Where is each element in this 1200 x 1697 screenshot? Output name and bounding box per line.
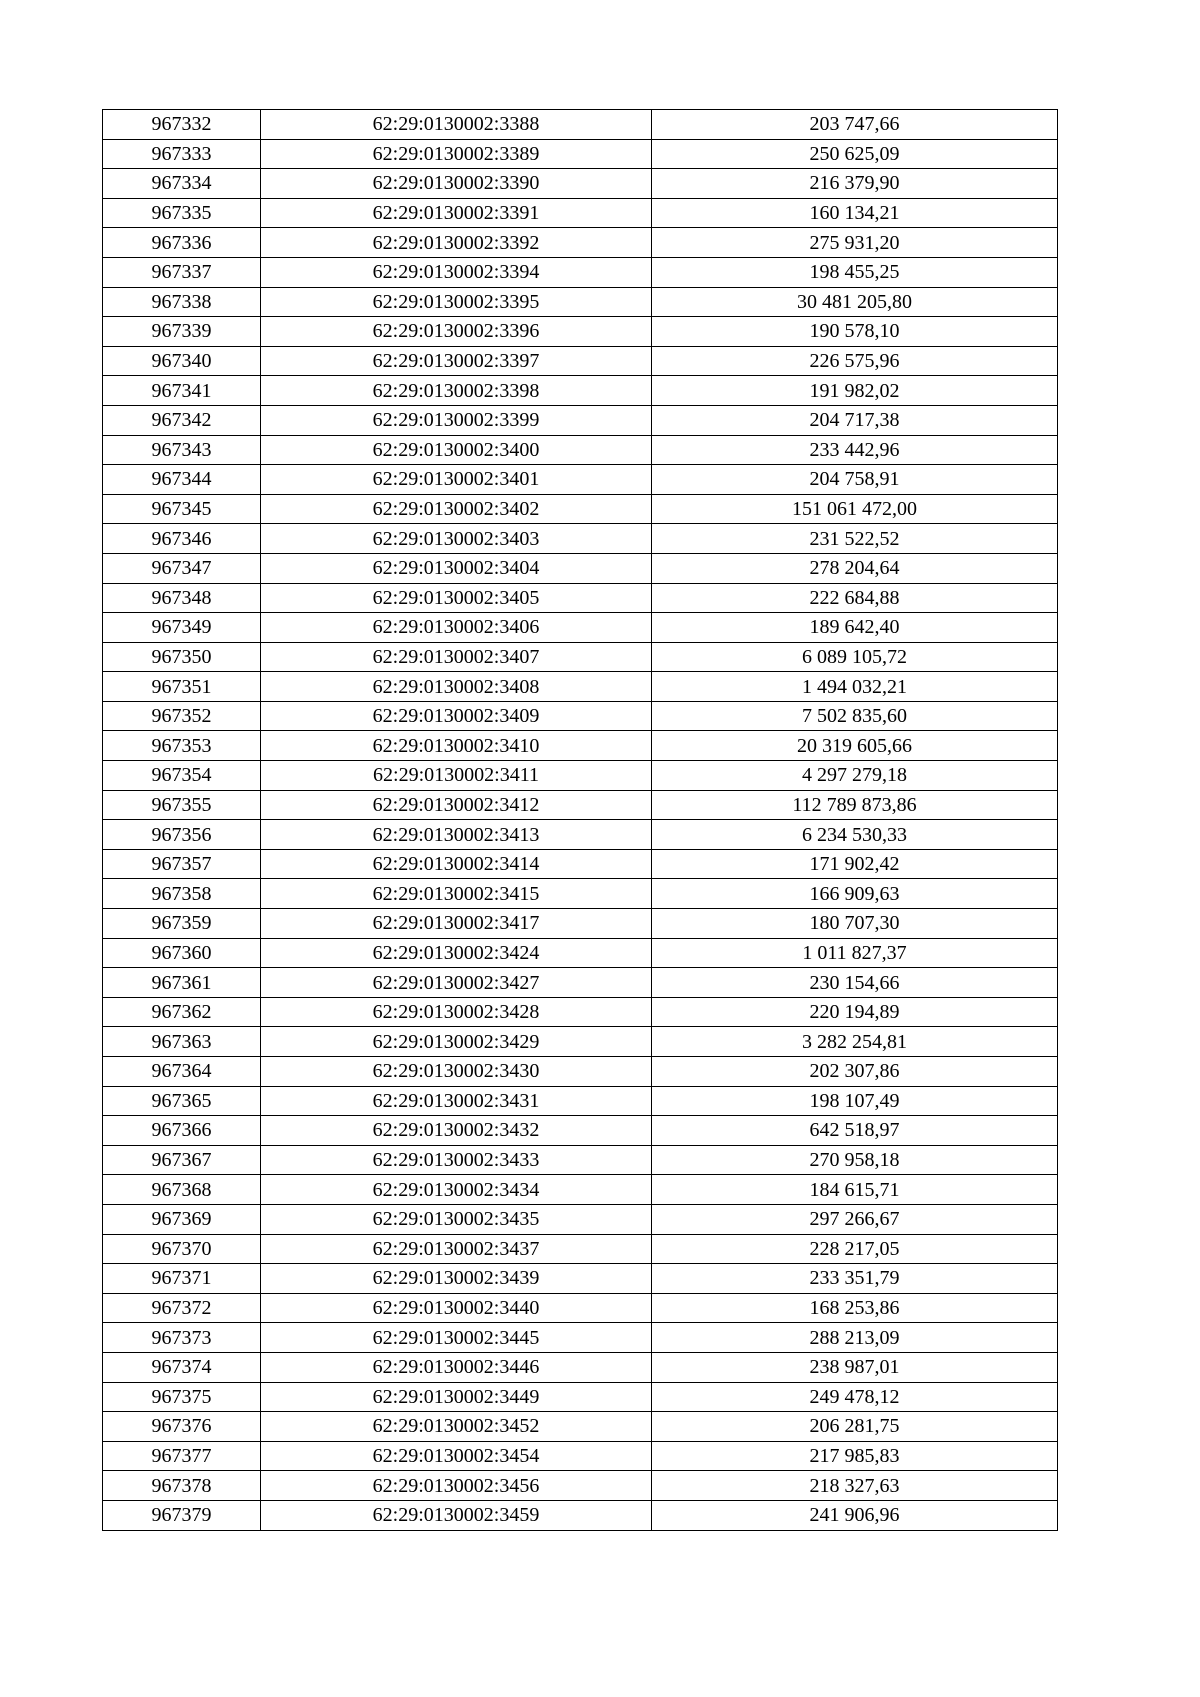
row-number-cell: 967333	[103, 139, 261, 169]
cadastral-value-cell: 238 987,01	[652, 1352, 1058, 1382]
row-number-cell: 967348	[103, 583, 261, 613]
table-row	[103, 997, 1058, 1027]
row-number-cell: 967346	[103, 524, 261, 554]
row-number-cell: 967345	[103, 494, 261, 524]
cadastral-value-cell: 228 217,05	[652, 1234, 1058, 1264]
table-row	[103, 1086, 1058, 1116]
row-number-cell: 967376	[103, 1412, 261, 1442]
cadastral-value-cell: 180 707,30	[652, 909, 1058, 939]
cadastral-value-cell: 1 494 032,21	[652, 672, 1058, 702]
row-number-cell: 967369	[103, 1204, 261, 1234]
row-number-cell: 967378	[103, 1471, 261, 1501]
cadastral-number-cell: 62:29:0130002:3410	[261, 731, 652, 761]
cadastral-number-cell: 62:29:0130002:3411	[261, 761, 652, 791]
cadastral-value-cell: 220 194,89	[652, 997, 1058, 1027]
row-number-cell: 967373	[103, 1323, 261, 1353]
cadastral-value-cell: 278 204,64	[652, 553, 1058, 583]
table-row	[103, 879, 1058, 909]
row-number-cell: 967353	[103, 731, 261, 761]
row-number-cell: 967370	[103, 1234, 261, 1264]
row-number-cell: 967340	[103, 346, 261, 376]
table-row	[103, 642, 1058, 672]
cadastral-number-cell: 62:29:0130002:3430	[261, 1057, 652, 1087]
table-row	[103, 110, 1058, 140]
row-number-cell: 967374	[103, 1352, 261, 1382]
cadastral-number-cell: 62:29:0130002:3398	[261, 376, 652, 406]
table-row	[103, 346, 1058, 376]
table-row	[103, 583, 1058, 613]
row-number-cell: 967366	[103, 1116, 261, 1146]
row-number-cell: 967334	[103, 169, 261, 199]
cadastral-number-cell: 62:29:0130002:3437	[261, 1234, 652, 1264]
cadastral-value-cell: 6 089 105,72	[652, 642, 1058, 672]
row-number-cell: 967339	[103, 317, 261, 347]
cadastral-number-cell: 62:29:0130002:3397	[261, 346, 652, 376]
cadastral-value-cell: 230 154,66	[652, 968, 1058, 998]
table-row	[103, 494, 1058, 524]
cadastral-value-cell: 198 107,49	[652, 1086, 1058, 1116]
cadastral-value-cell: 642 518,97	[652, 1116, 1058, 1146]
row-number-cell: 967341	[103, 376, 261, 406]
table-row	[103, 731, 1058, 761]
cadastral-number-cell: 62:29:0130002:3424	[261, 938, 652, 968]
cadastral-number-cell: 62:29:0130002:3435	[261, 1204, 652, 1234]
cadastral-value-cell: 275 931,20	[652, 228, 1058, 258]
table-row	[103, 1441, 1058, 1471]
cadastral-value-cell: 222 684,88	[652, 583, 1058, 613]
cadastral-value-cell: 203 747,66	[652, 110, 1058, 140]
table-row	[103, 1352, 1058, 1382]
cadastral-value-cell: 166 909,63	[652, 879, 1058, 909]
cadastral-value-cell: 191 982,02	[652, 376, 1058, 406]
cadastral-value-cell: 202 307,86	[652, 1057, 1058, 1087]
cadastral-value-cell: 184 615,71	[652, 1175, 1058, 1205]
table-row	[103, 1175, 1058, 1205]
table-row	[103, 1204, 1058, 1234]
cadastral-value-cell: 4 297 279,18	[652, 761, 1058, 791]
cadastral-number-cell: 62:29:0130002:3388	[261, 110, 652, 140]
row-number-cell: 967351	[103, 672, 261, 702]
cadastral-value-cell: 168 253,86	[652, 1293, 1058, 1323]
cadastral-value-cell: 218 327,63	[652, 1471, 1058, 1501]
cadastral-value-cell: 198 455,25	[652, 257, 1058, 287]
table-row	[103, 1412, 1058, 1442]
table-row	[103, 524, 1058, 554]
table-row	[103, 672, 1058, 702]
cadastral-value-cell: 171 902,42	[652, 849, 1058, 879]
table-row	[103, 613, 1058, 643]
cadastral-number-cell: 62:29:0130002:3394	[261, 257, 652, 287]
cadastral-number-cell: 62:29:0130002:3412	[261, 790, 652, 820]
table-row	[103, 790, 1058, 820]
cadastral-value-cell: 233 442,96	[652, 435, 1058, 465]
row-number-cell: 967355	[103, 790, 261, 820]
row-number-cell: 967368	[103, 1175, 261, 1205]
cadastral-number-cell: 62:29:0130002:3404	[261, 553, 652, 583]
row-number-cell: 967349	[103, 613, 261, 643]
cadastral-number-cell: 62:29:0130002:3405	[261, 583, 652, 613]
cadastral-value-cell: 288 213,09	[652, 1323, 1058, 1353]
row-number-cell: 967356	[103, 820, 261, 850]
table-row	[103, 938, 1058, 968]
cadastral-value-cell: 206 281,75	[652, 1412, 1058, 1442]
row-number-cell: 967354	[103, 761, 261, 791]
cadastral-value-cell: 204 717,38	[652, 405, 1058, 435]
cadastral-number-cell: 62:29:0130002:3413	[261, 820, 652, 850]
cadastral-number-cell: 62:29:0130002:3459	[261, 1500, 652, 1530]
cadastral-number-cell: 62:29:0130002:3449	[261, 1382, 652, 1412]
cadastral-number-cell: 62:29:0130002:3429	[261, 1027, 652, 1057]
table-row	[103, 1323, 1058, 1353]
row-number-cell: 967377	[103, 1441, 261, 1471]
cadastral-number-cell: 62:29:0130002:3403	[261, 524, 652, 554]
cadastral-number-cell: 62:29:0130002:3440	[261, 1293, 652, 1323]
table-row	[103, 405, 1058, 435]
cadastral-number-cell: 62:29:0130002:3439	[261, 1264, 652, 1294]
row-number-cell: 967367	[103, 1145, 261, 1175]
row-number-cell: 967337	[103, 257, 261, 287]
row-number-cell: 967352	[103, 701, 261, 731]
cadastral-value-cell: 297 266,67	[652, 1204, 1058, 1234]
row-number-cell: 967344	[103, 465, 261, 495]
table-row	[103, 909, 1058, 939]
row-number-cell: 967363	[103, 1027, 261, 1057]
cadastral-number-cell: 62:29:0130002:3432	[261, 1116, 652, 1146]
table-row	[103, 1116, 1058, 1146]
cadastral-number-cell: 62:29:0130002:3428	[261, 997, 652, 1027]
cadastral-number-cell: 62:29:0130002:3454	[261, 1441, 652, 1471]
cadastral-value-cell: 204 758,91	[652, 465, 1058, 495]
row-number-cell: 967336	[103, 228, 261, 258]
table-row	[103, 1293, 1058, 1323]
cadastral-number-cell: 62:29:0130002:3446	[261, 1352, 652, 1382]
row-number-cell: 967375	[103, 1382, 261, 1412]
table-row	[103, 1500, 1058, 1530]
cadastral-value-cell: 30 481 205,80	[652, 287, 1058, 317]
table-row	[103, 849, 1058, 879]
cadastral-number-cell: 62:29:0130002:3415	[261, 879, 652, 909]
row-number-cell: 967362	[103, 997, 261, 1027]
row-number-cell: 967358	[103, 879, 261, 909]
cadastral-number-cell: 62:29:0130002:3399	[261, 405, 652, 435]
table-row	[103, 761, 1058, 791]
cadastral-value-cell: 189 642,40	[652, 613, 1058, 643]
table-row	[103, 139, 1058, 169]
cadastral-number-cell: 62:29:0130002:3456	[261, 1471, 652, 1501]
table-row	[103, 968, 1058, 998]
cadastral-value-cell: 1 011 827,37	[652, 938, 1058, 968]
cadastral-value-cell: 231 522,52	[652, 524, 1058, 554]
cadastral-number-cell: 62:29:0130002:3395	[261, 287, 652, 317]
row-number-cell: 967361	[103, 968, 261, 998]
table-row	[103, 701, 1058, 731]
table-row	[103, 257, 1058, 287]
cadastral-number-cell: 62:29:0130002:3414	[261, 849, 652, 879]
cadastral-value-cell: 151 061 472,00	[652, 494, 1058, 524]
row-number-cell: 967342	[103, 405, 261, 435]
table-row	[103, 820, 1058, 850]
cadastral-value-cell: 6 234 530,33	[652, 820, 1058, 850]
cadastral-number-cell: 62:29:0130002:3452	[261, 1412, 652, 1442]
cadastral-value-cell: 216 379,90	[652, 169, 1058, 199]
row-number-cell: 967332	[103, 110, 261, 140]
table-row	[103, 1382, 1058, 1412]
table-body	[103, 110, 1058, 1531]
cadastral-value-cell: 270 958,18	[652, 1145, 1058, 1175]
table-row	[103, 376, 1058, 406]
cadastral-number-cell: 62:29:0130002:3427	[261, 968, 652, 998]
table-row	[103, 1234, 1058, 1264]
row-number-cell: 967338	[103, 287, 261, 317]
cadastral-number-cell: 62:29:0130002:3396	[261, 317, 652, 347]
cadastral-value-cell: 249 478,12	[652, 1382, 1058, 1412]
table-row	[103, 317, 1058, 347]
row-number-cell: 967343	[103, 435, 261, 465]
row-number-cell: 967360	[103, 938, 261, 968]
cadastral-value-cell: 3 282 254,81	[652, 1027, 1058, 1057]
row-number-cell: 967347	[103, 553, 261, 583]
cadastral-number-cell: 62:29:0130002:3445	[261, 1323, 652, 1353]
table-row	[103, 287, 1058, 317]
row-number-cell: 967372	[103, 1293, 261, 1323]
row-number-cell: 967365	[103, 1086, 261, 1116]
cadastral-number-cell: 62:29:0130002:3406	[261, 613, 652, 643]
cadastral-value-cell: 160 134,21	[652, 198, 1058, 228]
row-number-cell: 967371	[103, 1264, 261, 1294]
cadastral-value-table	[102, 109, 1058, 1531]
row-number-cell: 967357	[103, 849, 261, 879]
cadastral-value-cell: 20 319 605,66	[652, 731, 1058, 761]
table-row	[103, 228, 1058, 258]
cadastral-value-cell: 7 502 835,60	[652, 701, 1058, 731]
cadastral-number-cell: 62:29:0130002:3409	[261, 701, 652, 731]
cadastral-number-cell: 62:29:0130002:3390	[261, 169, 652, 199]
cadastral-number-cell: 62:29:0130002:3433	[261, 1145, 652, 1175]
row-number-cell: 967359	[103, 909, 261, 939]
cadastral-value-cell: 226 575,96	[652, 346, 1058, 376]
row-number-cell: 967379	[103, 1500, 261, 1530]
table-row	[103, 1264, 1058, 1294]
cadastral-number-cell: 62:29:0130002:3407	[261, 642, 652, 672]
table-row	[103, 169, 1058, 199]
cadastral-number-cell: 62:29:0130002:3402	[261, 494, 652, 524]
cadastral-number-cell: 62:29:0130002:3400	[261, 435, 652, 465]
table-row	[103, 465, 1058, 495]
cadastral-value-cell: 233 351,79	[652, 1264, 1058, 1294]
cadastral-number-cell: 62:29:0130002:3401	[261, 465, 652, 495]
cadastral-number-cell: 62:29:0130002:3417	[261, 909, 652, 939]
table-row	[103, 1057, 1058, 1087]
cadastral-value-cell: 250 625,09	[652, 139, 1058, 169]
table-row	[103, 198, 1058, 228]
cadastral-number-cell: 62:29:0130002:3408	[261, 672, 652, 702]
row-number-cell: 967364	[103, 1057, 261, 1087]
table-row	[103, 553, 1058, 583]
table-row	[103, 1471, 1058, 1501]
row-number-cell: 967350	[103, 642, 261, 672]
row-number-cell: 967335	[103, 198, 261, 228]
cadastral-value-cell: 190 578,10	[652, 317, 1058, 347]
cadastral-value-cell: 241 906,96	[652, 1500, 1058, 1530]
table-row	[103, 1145, 1058, 1175]
cadastral-number-cell: 62:29:0130002:3434	[261, 1175, 652, 1205]
cadastral-number-cell: 62:29:0130002:3389	[261, 139, 652, 169]
table-row	[103, 1027, 1058, 1057]
cadastral-value-cell: 217 985,83	[652, 1441, 1058, 1471]
cadastral-number-cell: 62:29:0130002:3392	[261, 228, 652, 258]
cadastral-value-cell: 112 789 873,86	[652, 790, 1058, 820]
table-row	[103, 435, 1058, 465]
cadastral-number-cell: 62:29:0130002:3391	[261, 198, 652, 228]
cadastral-number-cell: 62:29:0130002:3431	[261, 1086, 652, 1116]
